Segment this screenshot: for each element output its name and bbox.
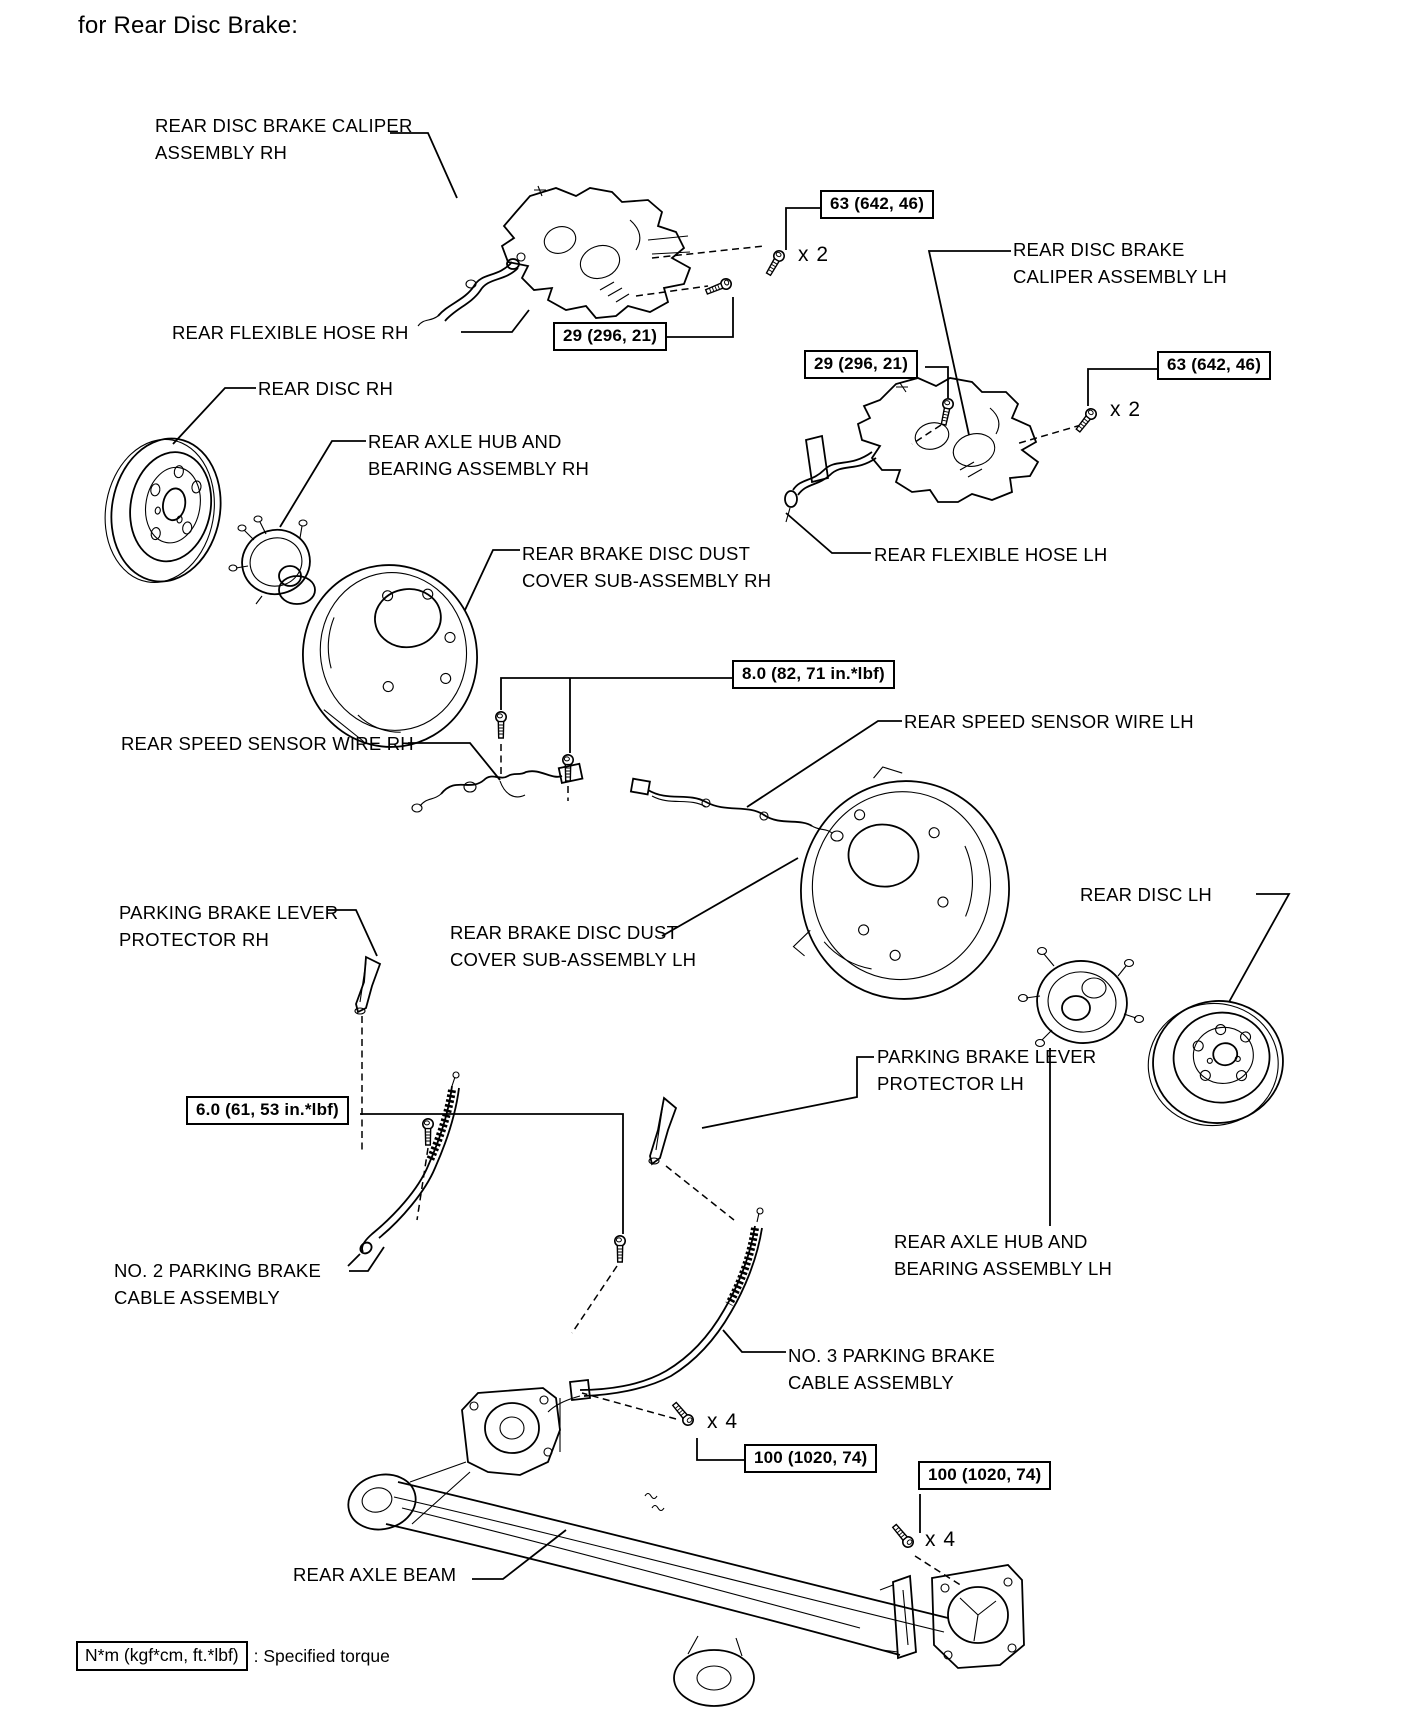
label-caliper-rh-line2: ASSEMBLY RH: [155, 142, 288, 163]
dashed-caliper-lh-bolt2: [1016, 425, 1081, 444]
label-flexible-hose-rh: [172, 319, 409, 346]
leader-dust-cover-rh: [465, 550, 520, 610]
label-speed-sensor-lh: [904, 708, 1194, 735]
label-protector-rh: [119, 899, 338, 953]
bolt-icon-caliper-lh: [1074, 407, 1098, 434]
torque-box-hose-lh: 29 (296, 21): [804, 350, 918, 379]
protector-rh-drawing: [355, 957, 380, 1014]
label-no2-cable-line1: NO. 2 PARKING BRAKE: [114, 1260, 322, 1281]
hub-rh-drawing: [229, 516, 317, 604]
label-dust-cover-rh-line1: REAR BRAKE DISC DUST: [522, 543, 751, 564]
label-disc-lh: [1080, 881, 1212, 908]
hub-lh-drawing: [1019, 948, 1144, 1049]
label-protector-lh: [877, 1043, 1096, 1097]
leader-caliper-lh: [929, 251, 1011, 435]
dashed-caliper-rh-bolt2: [636, 286, 708, 296]
leader-torque-6: [360, 1114, 623, 1234]
page-title: for Rear Disc Brake:: [78, 12, 299, 39]
dashed-caliper-rh-bolt1: [652, 246, 764, 258]
torque-box-sensor-bolts: 8.0 (82, 71 in.*lbf): [732, 660, 895, 689]
label-protector-lh-line1: PARKING BRAKE LEVER: [877, 1046, 1097, 1067]
leader-hub-rh: [280, 441, 366, 527]
label-dust-cover-rh-line2: COVER SUB-ASSEMBLY RH: [522, 570, 772, 591]
label-disc-lh-line1: REAR DISC LH: [1080, 884, 1212, 905]
bolt-icon-beam-a: [671, 1401, 696, 1428]
label-caliper-lh-line2: CALIPER ASSEMBLY LH: [1013, 266, 1227, 287]
label-caliper-lh: [1013, 236, 1227, 290]
leader-sensor-rh: [408, 743, 500, 780]
leader-torque-100a: [697, 1438, 744, 1460]
axle-beam-drawing: [342, 1388, 1024, 1706]
leader-torque-29-rh: [666, 297, 733, 337]
torque-box-beam-front: 100 (1020, 74): [744, 1444, 877, 1473]
leader-lines: [173, 133, 1289, 1579]
label-speed-sensor-lh-line1: REAR SPEED SENSOR WIRE LH: [904, 711, 1194, 732]
bolt-icon-caliper-rh: [764, 249, 786, 277]
leader-sensor-lh: [747, 721, 902, 807]
label-dust-cover-lh: [450, 919, 696, 973]
label-dust-cover-lh-line1: REAR BRAKE DISC DUST: [450, 922, 679, 943]
label-flexible-hose-lh: [874, 541, 1107, 568]
label-speed-sensor-rh: [121, 730, 414, 757]
label-no2-cable: [114, 1257, 321, 1311]
leader-hose-rh: [461, 310, 529, 332]
label-speed-sensor-rh-line1: REAR SPEED SENSOR WIRE RH: [121, 733, 414, 754]
speed-sensor-lh-drawing: [631, 779, 843, 841]
no3-cable-drawing: [548, 1208, 763, 1412]
torque-unit-box: N*m (kgf*cm, ft.*lbf): [76, 1641, 248, 1671]
no2-cable-drawing: [348, 1072, 459, 1266]
leader-no3-cable: [723, 1330, 786, 1352]
bolt-icon-cable2: [423, 1119, 433, 1145]
label-no3-cable-line2: CABLE ASSEMBLY: [788, 1372, 954, 1393]
bolt-icon-cable3: [615, 1236, 625, 1262]
label-caliper-rh-line1: REAR DISC BRAKE CALIPER: [155, 115, 413, 136]
dashed-beam-bolt-a: [582, 1393, 676, 1419]
torque-footnote: [76, 1641, 390, 1671]
label-disc-rh: [258, 375, 393, 402]
torque-box-caliper-lh: 63 (642, 46): [1157, 351, 1271, 380]
label-axle-hub-lh: [894, 1228, 1112, 1282]
label-protector-rh-line2: PROTECTOR RH: [119, 929, 270, 950]
label-flexible-hose-lh-line1: REAR FLEXIBLE HOSE LH: [874, 544, 1108, 565]
label-caliper-rh: [155, 112, 413, 166]
qty-marker-caliper-rh: x 2: [798, 243, 830, 266]
label-axle-beam-line1: REAR AXLE BEAM: [293, 1564, 457, 1585]
leader-hose-lh: [786, 513, 871, 553]
bolt-icon-hose-lh: [939, 398, 955, 426]
label-no3-cable: [788, 1342, 995, 1396]
dashed-protector-lh: [666, 1166, 734, 1220]
label-no3-cable-line1: NO. 3 PARKING BRAKE: [788, 1345, 996, 1366]
dust-cover-lh-drawing: [789, 760, 1021, 1010]
dashed-beam-bolt-b: [915, 1556, 962, 1586]
caliper-rh-drawing: [418, 186, 690, 326]
label-caliper-lh-line1: REAR DISC BRAKE: [1013, 239, 1185, 260]
leader-disc-lh: [1229, 894, 1289, 1002]
label-dust-cover-rh: [522, 540, 771, 594]
bolt-icon-hose-rh: [705, 277, 733, 296]
torque-box-hose-rh: 29 (296, 21): [553, 322, 667, 351]
label-protector-rh-line1: PARKING BRAKE LEVER: [119, 902, 339, 923]
speed-sensor-rh-drawing: [412, 764, 582, 812]
disc-rh-drawing: [94, 429, 232, 593]
bolt-icon-beam-b: [891, 1523, 916, 1550]
label-axle-hub-lh-line2: BEARING ASSEMBLY LH: [894, 1258, 1113, 1279]
torque-footnote-text: : Specified torque: [253, 1645, 390, 1666]
label-axle-hub-rh: [368, 428, 589, 482]
qty-marker-caliper-lh: x 2: [1110, 398, 1142, 421]
bolt-icon-sensor-a: [496, 712, 506, 738]
label-axle-hub-rh-line1: REAR AXLE HUB AND: [368, 431, 562, 452]
caliper-lh-drawing: [785, 378, 1038, 522]
qty-marker-beam-rear: x 4: [925, 1528, 957, 1551]
qty-marker-beam-front: x 4: [707, 1410, 739, 1433]
protector-lh-drawing: [649, 1098, 676, 1164]
leader-disc-rh: [173, 388, 256, 444]
label-disc-rh-line1: REAR DISC RH: [258, 378, 393, 399]
label-axle-beam: [293, 1561, 456, 1588]
disc-lh-drawing: [1142, 995, 1289, 1132]
dust-cover-rh-drawing: [291, 554, 489, 758]
label-no2-cable-line2: CABLE ASSEMBLY: [114, 1287, 280, 1308]
label-axle-hub-lh-line1: REAR AXLE HUB AND: [894, 1231, 1088, 1252]
torque-box-cable-bolts: 6.0 (61, 53 in.*lbf): [186, 1096, 349, 1125]
label-flexible-hose-rh-line1: REAR FLEXIBLE HOSE RH: [172, 322, 409, 343]
label-protector-lh-line2: PROTECTOR LH: [877, 1073, 1024, 1094]
torque-box-beam-rear: 100 (1020, 74): [918, 1461, 1051, 1490]
label-dust-cover-lh-line2: COVER SUB-ASSEMBLY LH: [450, 949, 697, 970]
label-axle-hub-rh-line2: BEARING ASSEMBLY RH: [368, 458, 590, 479]
dashed-cable3-bolt: [572, 1266, 617, 1333]
leader-protector-lh: [702, 1057, 874, 1128]
torque-box-caliper-rh: 63 (642, 46): [820, 190, 934, 219]
leader-torque-8: [501, 678, 732, 753]
